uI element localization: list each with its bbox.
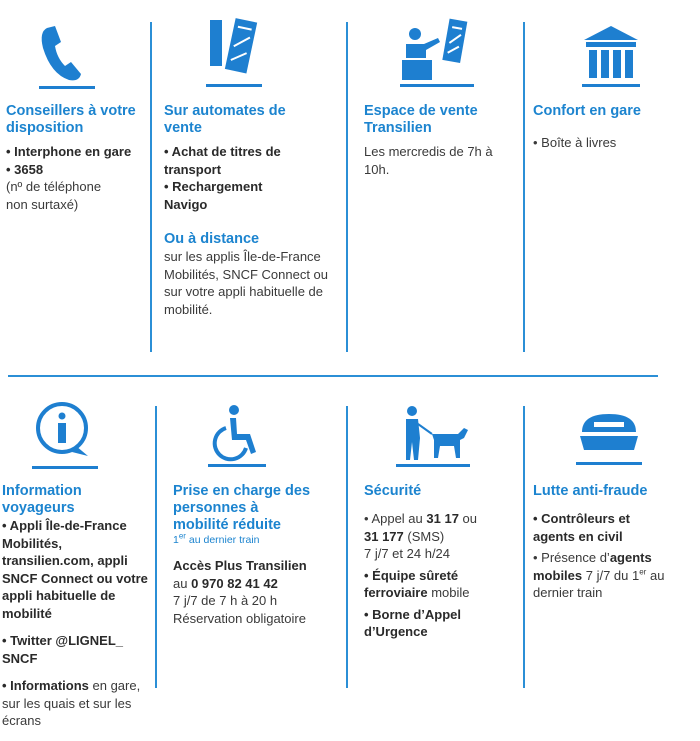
section-title: Information voyageurs (2, 483, 82, 516)
paragraph: sur les applis Île-de-France Mobilités, SNCF Connect ou sur votre appli habituelle de mobilité. (164, 249, 329, 317)
prise-section (173, 483, 345, 627)
espace-section (364, 103, 514, 178)
section-title: Sur automates de vente (164, 103, 286, 136)
list-item: • Achat de titres de transport (164, 144, 281, 177)
wheelchair-icon (204, 404, 270, 470)
text-bold: agents mobiles (533, 550, 652, 583)
ticket-icon (204, 18, 264, 90)
divider (523, 406, 525, 688)
info-bubble-icon (28, 400, 100, 472)
automates-section (164, 103, 346, 318)
list-item-bold: • Informations (2, 678, 89, 693)
conseillers-section (6, 103, 146, 213)
controller-cap-icon (574, 410, 644, 470)
list-item-bold: • Équipe sûreté ferroviaire (364, 567, 459, 600)
text-sup: er (639, 567, 647, 577)
list-item: • Borne d’Appel d’Urgence (364, 606, 461, 639)
list-item: • Rechargement Navigo (164, 179, 263, 212)
divider (346, 22, 348, 352)
text: ou (458, 511, 478, 526)
section-title: Prise en charge des personnes à mobilité réduite (173, 483, 311, 533)
text: • Appel au (364, 511, 427, 526)
sms-number: 31 177 (364, 528, 404, 544)
text: au dernier train (533, 567, 665, 600)
section-title: Confort en gare (533, 103, 641, 119)
phone-icon (35, 20, 95, 92)
section-title: Conseillers à votre disposition (6, 103, 136, 136)
phone-number: 0 970 82 41 42 (191, 575, 278, 591)
section-title: Espace de vente Transilien (364, 103, 478, 136)
subtitle-part: 1 (173, 534, 179, 546)
divider (150, 22, 152, 352)
note: (nº de téléphone non surtaxé) (6, 179, 102, 212)
text: 7 j/7 du 1 (582, 567, 640, 583)
paragraph: Les mercredis de 7h à 10h. (364, 144, 493, 177)
note: Réservation obligatoire (173, 610, 306, 626)
section-title: Sécurité (364, 483, 422, 499)
list-item-text: mobile (427, 585, 470, 600)
list-item-text: en gare, sur les quais et sur les écrans (2, 678, 141, 728)
securite-section (364, 483, 519, 641)
section-divider (8, 375, 658, 377)
security-dog-icon (388, 404, 474, 470)
station-building-icon (580, 24, 642, 90)
divider (346, 406, 348, 688)
service-name: Accès Plus Transilien (173, 558, 307, 573)
subtitle-sup: er (178, 531, 186, 541)
list-item: • Twitter @LIGNEL_ SNCF (2, 633, 123, 666)
fraude-section (533, 483, 695, 602)
phone-prefix: au (173, 575, 192, 591)
section-title: Lutte anti-fraude (533, 483, 648, 499)
text: (SMS) (403, 528, 445, 544)
divider (523, 22, 525, 352)
section-subtitle: Ou à distance (164, 231, 260, 247)
ticket-office-icon (398, 18, 478, 90)
info-section (2, 483, 152, 730)
phone-number: • 3658 (6, 161, 44, 177)
list-item: • Interphone en gare (6, 144, 132, 159)
subtitle-part: au dernier train (185, 534, 260, 546)
list-item: • Contrôleurs et agents en civil (533, 511, 631, 544)
list-item: • Appli Île-de-France Mobilités, transilien.com, appli SNCF Connect ou votre appli habituelle de mobilité (2, 518, 148, 621)
text: • Présence d’ (533, 550, 610, 565)
divider (155, 406, 157, 688)
hours: 7 j/7 de 7 h à 20 h (173, 593, 278, 608)
phone-number: 31 17 (426, 511, 459, 526)
list-item: • Boîte à livres (533, 135, 617, 150)
confort-section (533, 103, 693, 152)
hours: 7 j/7 et 24 h/24 (364, 546, 451, 561)
